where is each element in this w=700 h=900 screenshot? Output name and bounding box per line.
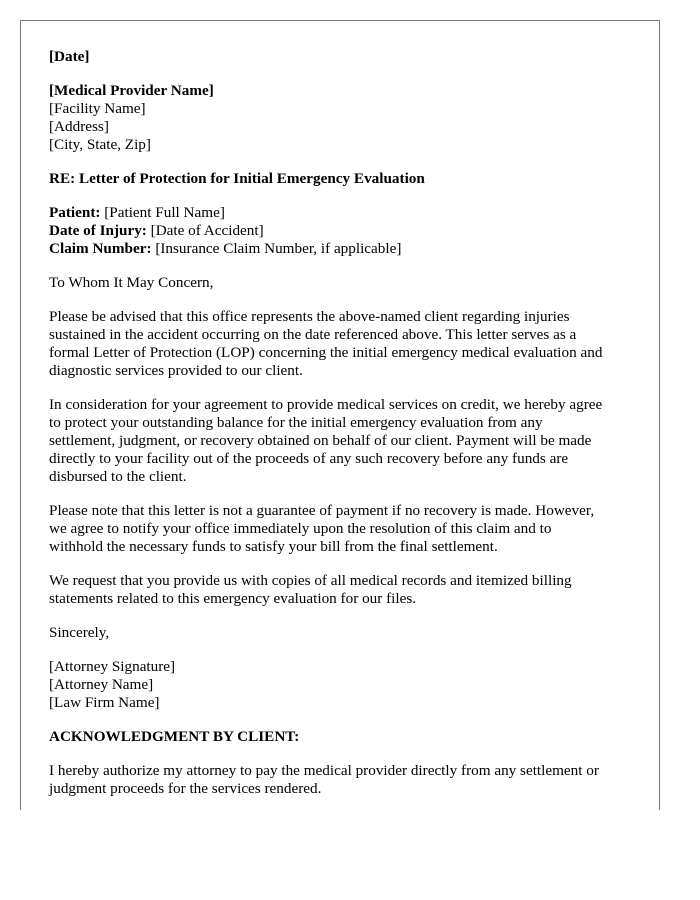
paragraph-line: formal Letter of Protection (LOP) concerning the initial emergency medical evaluation and	[49, 344, 603, 361]
paragraph-line: directly to your facility out of the proceeds of any such recovery before any funds are	[49, 450, 569, 467]
paragraph-line: judgment proceeds for the services rendered.	[49, 780, 322, 797]
patient-value: [Patient Full Name]	[100, 204, 225, 221]
letter-date: [Date]	[49, 48, 90, 65]
claim-number-value: [Insurance Claim Number, if applicable]	[151, 240, 402, 257]
acknowledgment-heading: ACKNOWLEDGMENT BY CLIENT:	[49, 728, 300, 745]
attorney-name: [Attorney Name]	[49, 676, 154, 693]
paragraph-line: settlement, judgment, or recovery obtained on behalf of our client. Payment will be made	[49, 432, 592, 449]
paragraph-line: sustained in the accident occurring on the date referenced above. This letter serves as a	[49, 326, 577, 343]
paragraph-line: to protect your outstanding balance for the initial emergency evaluation from any	[49, 414, 543, 431]
re-line: RE: Letter of Protection for Initial Emergency Evaluation	[49, 170, 425, 187]
body-paragraph-4	[49, 572, 639, 608]
closing-block	[49, 624, 631, 642]
paragraph-line: diagnostic services provided to our client.	[49, 362, 303, 379]
re-block	[49, 170, 631, 188]
provider-city-state-zip: [City, State, Zip]	[49, 136, 151, 153]
claim-number-line	[49, 240, 631, 258]
patient-line	[49, 204, 631, 222]
paragraph-line: statements related to this emergency evaluation for our files.	[49, 590, 417, 607]
paragraph-line: disbursed to the client.	[49, 468, 187, 485]
letter-document	[20, 20, 660, 810]
body-paragraph-3	[49, 502, 639, 556]
paragraph-line: Please note that this letter is not a guarantee of payment if no recovery is made. However,	[49, 502, 595, 519]
patient-label: Patient:	[49, 204, 101, 221]
claim-number-label: Claim Number:	[49, 240, 152, 257]
attorney-signature: [Attorney Signature]	[49, 658, 176, 675]
injury-date-line	[49, 222, 631, 240]
date-block	[49, 48, 631, 66]
case-details-block	[49, 204, 631, 258]
salutation-block	[49, 274, 631, 292]
paragraph-line: Please be advised that this office represents the above-named client regarding injuries	[49, 308, 570, 325]
provider-address: [Address]	[49, 118, 109, 135]
injury-date-label: Date of Injury:	[49, 222, 147, 239]
body-paragraph-1	[49, 308, 639, 380]
paragraph-line: withhold the necessary funds to satisfy your bill from the final settlement.	[49, 538, 498, 555]
salutation: To Whom It May Concern,	[49, 274, 214, 291]
signature-block	[49, 658, 631, 712]
law-firm-name: [Law Firm Name]	[49, 694, 160, 711]
provider-name: [Medical Provider Name]	[49, 82, 214, 99]
provider-address-block	[49, 82, 631, 154]
injury-date-value: [Date of Accident]	[146, 222, 264, 239]
closing: Sincerely,	[49, 624, 110, 641]
paragraph-line: We request that you provide us with copies of all medical records and itemized billing	[49, 572, 572, 589]
paragraph-line: we agree to notify your office immediately upon the resolution of this claim and to	[49, 520, 552, 537]
paragraph-line: I hereby authorize my attorney to pay the medical provider directly from any settlement or	[49, 762, 599, 779]
acknowledgment-heading-block	[49, 728, 631, 746]
body-paragraph-2	[49, 396, 639, 486]
acknowledgment-paragraph	[49, 762, 639, 798]
facility-name: [Facility Name]	[49, 100, 146, 117]
paragraph-line: In consideration for your agreement to provide medical services on credit, we hereby agree	[49, 396, 603, 413]
